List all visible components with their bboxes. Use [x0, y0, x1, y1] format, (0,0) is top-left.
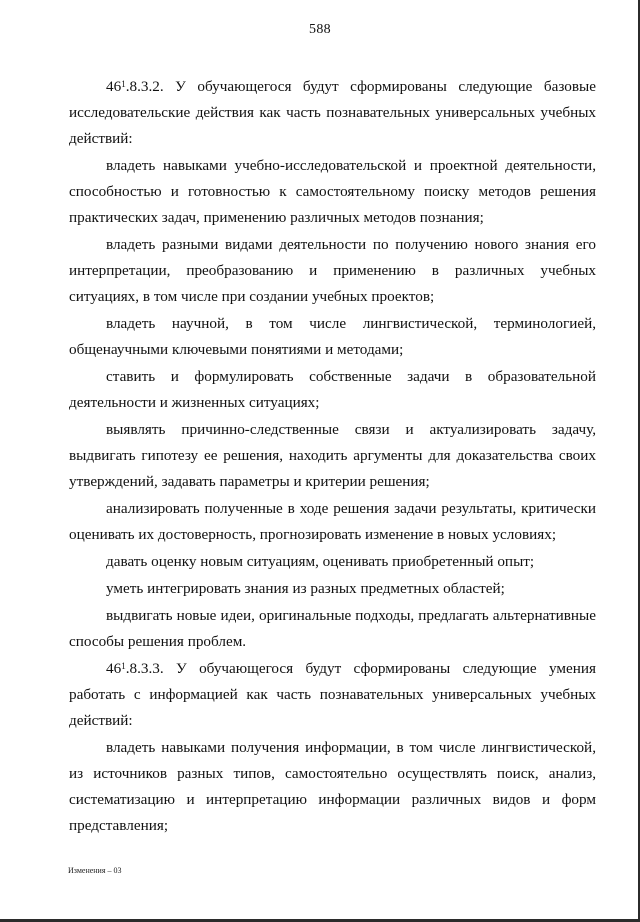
- paragraph-text: .8.3.3. У обучающегося будут сформированы следующие умения работать с информацией как часть познавательных универсальных учебных действий:: [69, 660, 596, 729]
- paragraph: [69, 549, 596, 575]
- document-body: [69, 74, 596, 839]
- paragraph-text: анализировать полученные в ходе решения задачи результаты, критически оценивать их достоверность, прогнозировать изменение в новых условиях;: [69, 500, 596, 543]
- paragraph-text: .8.3.2. У обучающегося будут сформированы следующие базовые исследовательские действия как часть познавательных универсальных учебных действий:: [69, 78, 596, 147]
- section-number: 46: [106, 660, 122, 677]
- paragraph-text: выявлять причинно-следственные связи и актуализировать задачу, выдвигать гипотезу ее решения, находить аргументы для доказательства своих утверждений, задавать параметры и критерии решения;: [69, 421, 596, 490]
- paragraph: [69, 735, 596, 839]
- paragraph-section-heading-8-3-2: [69, 74, 596, 152]
- paragraph-text: выдвигать новые идеи, оригинальные подходы, предлагать альтернативные способы решения проблем.: [69, 607, 596, 650]
- page-number: 588: [309, 22, 331, 37]
- paragraph: [69, 311, 596, 363]
- paragraph-text: владеть навыками получения информации, в том числе лингвистической, из источников разных типов, самостоятельно осуществлять поиск, анализ, систематизацию и интерпретацию информации различных видов и форм представления;: [69, 739, 596, 834]
- paragraph: [69, 232, 596, 310]
- paragraph: [69, 153, 596, 231]
- paragraph-text: владеть навыками учебно-исследовательской и проектной деятельности, способностью и готовностью к самостоятельному поиску методов решения практических задач, применению различных методов познания;: [69, 157, 596, 226]
- paragraph-section-heading-8-3-3: [69, 656, 596, 734]
- paragraph: [69, 496, 596, 548]
- page-footer: Изменения – 03: [68, 866, 122, 875]
- paragraph-text: владеть научной, в том числе лингвистической, терминологией, общенаучными ключевыми понятиями и методами;: [69, 315, 596, 358]
- paragraph-text: владеть разными видами деятельности по получению нового знания его интерпретации, преобразованию и применению в различных учебных ситуациях, в том числе при создании учебных проектов;: [69, 236, 596, 305]
- paragraph: [69, 364, 596, 416]
- paragraph-text: уметь интегрировать знания из разных предметных областей;: [106, 580, 505, 597]
- section-number: 46: [106, 78, 122, 95]
- paragraph-text: давать оценку новым ситуациям, оценивать приобретенный опыт;: [106, 553, 535, 570]
- paragraph: [69, 576, 596, 602]
- paragraph-text: ставить и формулировать собственные задачи в образовательной деятельности и жизненных ситуациях;: [69, 368, 596, 411]
- paragraph: [69, 417, 596, 495]
- section-superscript: 1: [121, 79, 126, 89]
- section-superscript: 1: [121, 661, 126, 671]
- paragraph: [69, 603, 596, 655]
